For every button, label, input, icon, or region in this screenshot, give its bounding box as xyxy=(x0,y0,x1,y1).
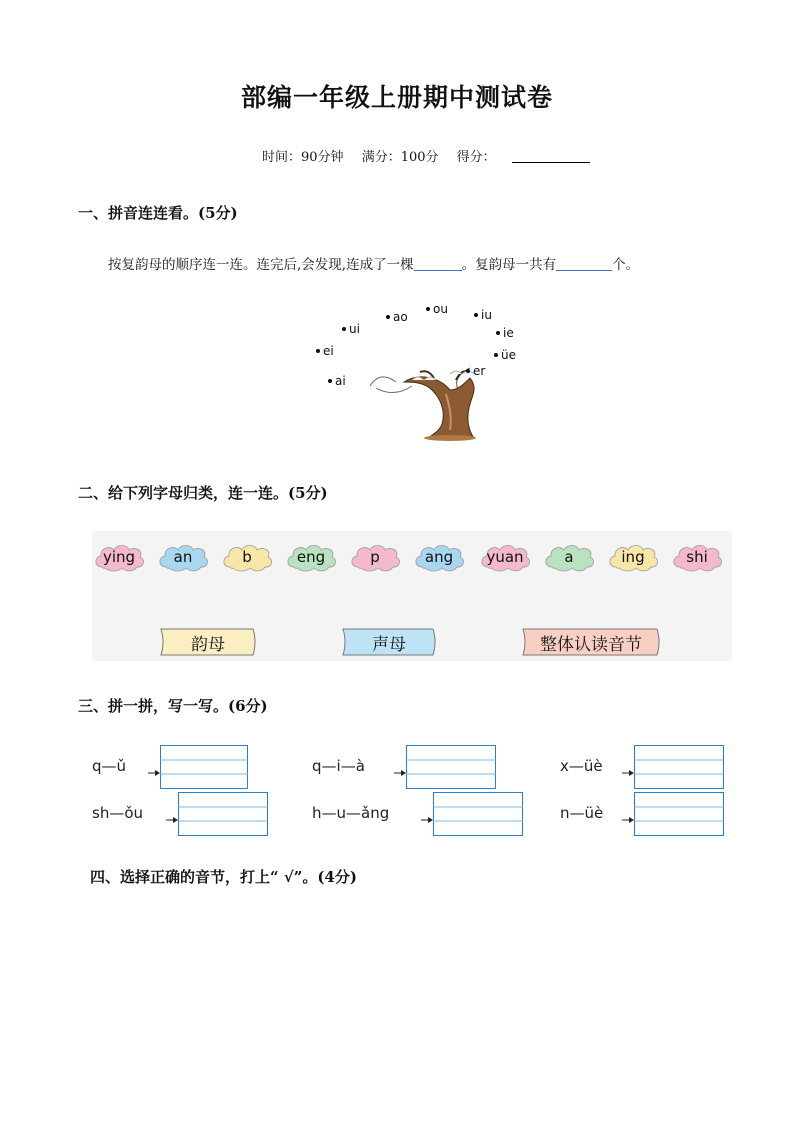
exam-meta xyxy=(262,146,604,165)
time-limit: 时间：90分钟 xyxy=(262,150,344,165)
letter-cloud-label: an xyxy=(173,548,193,566)
section-2-heading: 二、给下列字母归类，连一连。(5分) xyxy=(78,484,328,502)
letter-cloud[interactable] xyxy=(412,541,466,573)
section-3-heading: 三、拼一拼，写一写。(6分) xyxy=(78,697,268,715)
arrow-right-icon xyxy=(622,762,634,781)
section-4-heading: 四、选择正确的音节，打上“ √”。(4分) xyxy=(90,868,357,886)
spell-item-label: q—ǔ xyxy=(92,757,127,775)
letter-cloud-label: shi xyxy=(686,548,708,566)
letter-cloud[interactable] xyxy=(542,541,596,573)
letter-cloud-label: b xyxy=(242,548,252,566)
pinyin-dot-ie[interactable]: ie xyxy=(496,326,514,340)
letter-cloud-label: ang xyxy=(424,548,454,566)
category-scroll[interactable] xyxy=(158,627,258,657)
section-1-heading: 一、拼音连连看。(5分) xyxy=(78,204,238,222)
writing-box[interactable] xyxy=(160,745,248,793)
letter-cloud[interactable] xyxy=(670,541,724,573)
pinyin-dot-ue[interactable]: üe xyxy=(494,348,516,362)
spell-item-label: sh—ǒu xyxy=(92,804,144,822)
count-answer-blank[interactable] xyxy=(556,270,612,271)
pinyin-tree-figure xyxy=(300,298,540,448)
arrow-right-icon xyxy=(148,762,160,781)
spell-item-label: h—u—ǎng xyxy=(312,804,390,822)
tree-answer-blank[interactable] xyxy=(414,270,462,271)
pinyin-dot-er[interactable]: er xyxy=(466,364,485,378)
writing-box[interactable] xyxy=(178,792,268,840)
letter-cloud[interactable] xyxy=(156,541,210,573)
arrow-right-icon xyxy=(166,809,178,828)
writing-box[interactable] xyxy=(433,792,523,840)
tree-illustration xyxy=(300,298,540,448)
writing-box[interactable] xyxy=(634,792,724,840)
pinyin-dot-ou[interactable]: ou xyxy=(426,302,448,316)
letter-cloud[interactable] xyxy=(92,541,146,573)
instruction-part-1: 按复韵母的顺序连一连。连完后,会发现,连成了一棵 xyxy=(108,257,414,273)
spell-item-label: n—üè xyxy=(560,804,604,822)
letter-cloud[interactable] xyxy=(606,541,660,573)
letter-cloud-label: p xyxy=(370,548,380,566)
instruction-part-3: 个。 xyxy=(612,257,640,273)
writing-box[interactable] xyxy=(634,745,724,793)
score-blank[interactable] xyxy=(512,162,590,163)
section-1-instruction xyxy=(108,253,639,273)
arrow-right-icon xyxy=(421,809,433,828)
letter-cloud-label: eng xyxy=(296,548,326,566)
letter-cloud[interactable] xyxy=(478,541,532,573)
category-label: 整体认读音节 xyxy=(540,634,642,655)
pinyin-dot-ai[interactable]: ai xyxy=(328,374,346,388)
arrow-right-icon xyxy=(622,809,634,828)
writing-box[interactable] xyxy=(406,745,496,793)
letter-sort-panel xyxy=(92,531,732,661)
pinyin-dot-ui[interactable]: ui xyxy=(342,322,360,336)
spell-item-label: q—i—à xyxy=(312,757,365,775)
letter-cloud-label: ing xyxy=(621,548,645,566)
page-title: 部编一年级上册期中测试卷 xyxy=(240,83,553,112)
spell-item-label: x—üè xyxy=(560,757,603,775)
category-label: 韵母 xyxy=(191,634,225,655)
pinyin-dot-ei[interactable]: ei xyxy=(316,344,334,358)
pinyin-dot-ao[interactable]: ao xyxy=(386,310,408,324)
instruction-part-2: 。复韵母一共有 xyxy=(461,257,557,273)
category-label: 声母 xyxy=(372,634,406,655)
letter-cloud[interactable] xyxy=(348,541,402,573)
score-label: 得分： xyxy=(456,150,496,165)
letter-cloud[interactable] xyxy=(220,541,274,573)
letter-cloud-label: yuan xyxy=(486,548,524,566)
pinyin-dot-iu[interactable]: iu xyxy=(474,308,492,322)
full-marks: 满分：100分 xyxy=(361,150,439,165)
letter-cloud[interactable] xyxy=(284,541,338,573)
letter-cloud-label: a xyxy=(564,548,574,566)
letter-cloud-label: ying xyxy=(102,548,136,566)
category-scroll[interactable] xyxy=(520,627,662,657)
arrow-right-icon xyxy=(394,762,406,781)
category-scroll[interactable] xyxy=(340,627,438,657)
